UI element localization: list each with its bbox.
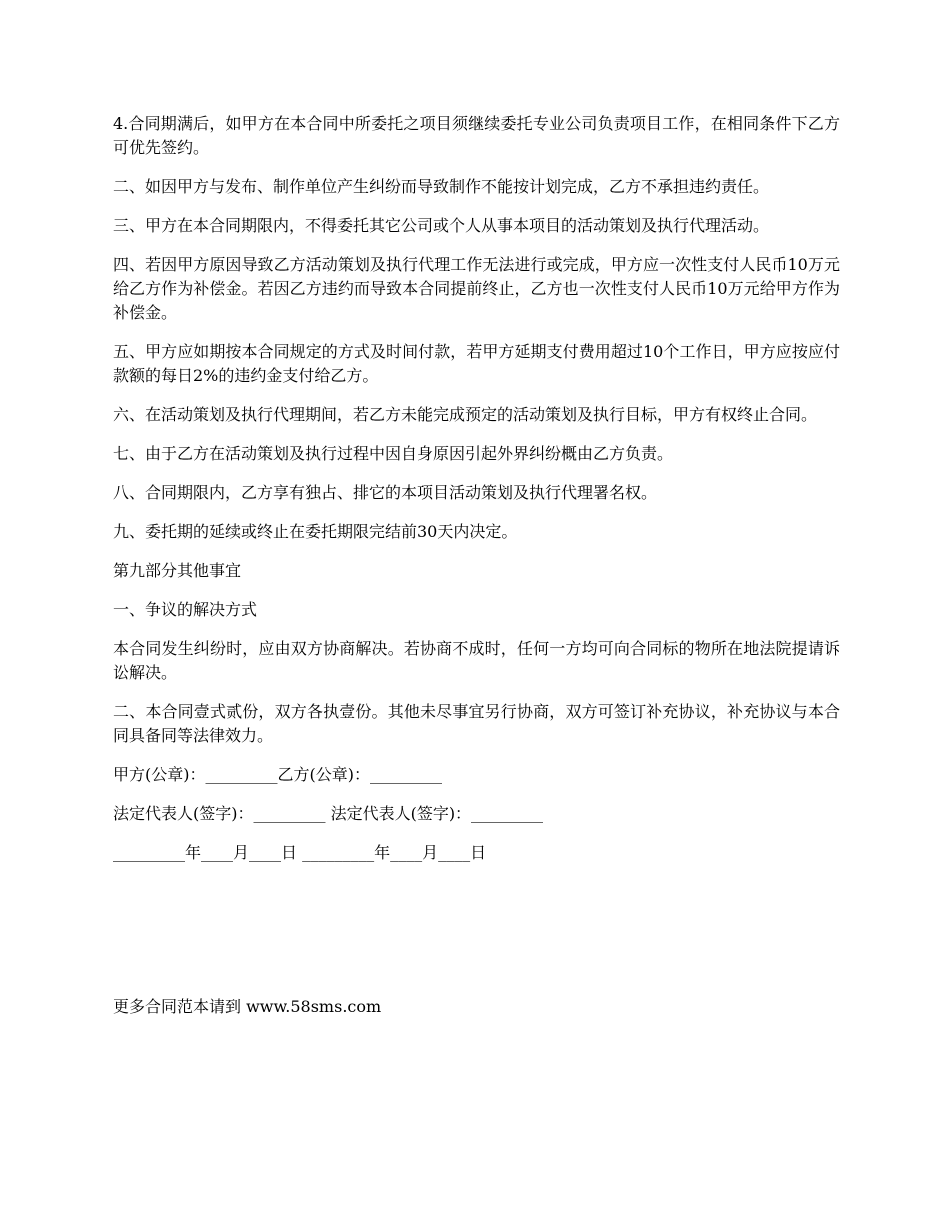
paragraph: 六、在活动策划及执行代理期间，若乙方未能完成预定的活动策划及执行目标，甲方有权终止合同。 bbox=[113, 405, 818, 424]
date-line: _________年____月____日 _________年____月____日 bbox=[113, 843, 487, 862]
signature-line: 法定代表人(签字)：_________ 法定代表人(签字)：_________ bbox=[113, 804, 544, 823]
document-body bbox=[113, 112, 840, 880]
footer-note: 更多合同范本请到 www.58sms.com bbox=[113, 997, 382, 1016]
paragraph: 四、若因甲方原因导致乙方活动策划及执行代理工作无法进行或完成，甲方应一次性支付人民币10万元给乙方作为补偿金。若因乙方违约而导致本合同提前终止，乙方也一次性支付人民币10万元给甲方作为补偿金。 bbox=[113, 255, 840, 322]
paragraph: 八、合同期限内，乙方享有独占、排它的本项目活动策划及执行代理署名权。 bbox=[113, 483, 658, 502]
paragraph: 二、如因甲方与发布、制作单位产生纠纷而导致制作不能按计划完成，乙方不承担违约责任。 bbox=[113, 177, 770, 196]
paragraph: 二、本合同壹式贰份，双方各执壹份。其他未尽事宜另行协商，双方可签订补充协议，补充协议与本合同具备同等法律效力。 bbox=[113, 702, 840, 745]
section-heading: 第九部分其他事宜 bbox=[113, 561, 242, 580]
paragraph: 4.合同期满后，如甲方在本合同中所委托之项目须继续委托专业公司负责项目工作，在相同条件下乙方可优先签约。 bbox=[113, 114, 840, 157]
paragraph: 三、甲方在本合同期限内，不得委托其它公司或个人从事本项目的活动策划及执行代理活动。 bbox=[113, 216, 770, 235]
paragraph: 九、委托期的延续或终止在委托期限完结前30天内决定。 bbox=[113, 522, 518, 541]
paragraph: 五、甲方应如期按本合同规定的方式及时间付款，若甲方延期支付费用超过10个工作日，甲方应按应付款额的每日2%的违约金支付给乙方。 bbox=[113, 342, 840, 385]
paragraph: 七、由于乙方在活动策划及执行过程中因自身原因引起外界纠纷概由乙方负责。 bbox=[113, 444, 674, 463]
paragraph: 本合同发生纠纷时，应由双方协商解决。若协商不成时，任何一方均可向合同标的物所在地法院提请诉讼解决。 bbox=[113, 639, 840, 682]
seal-line: 甲方(公章)：_________乙方(公章)：_________ bbox=[113, 765, 442, 784]
subsection-heading: 一、争议的解决方式 bbox=[113, 600, 258, 619]
